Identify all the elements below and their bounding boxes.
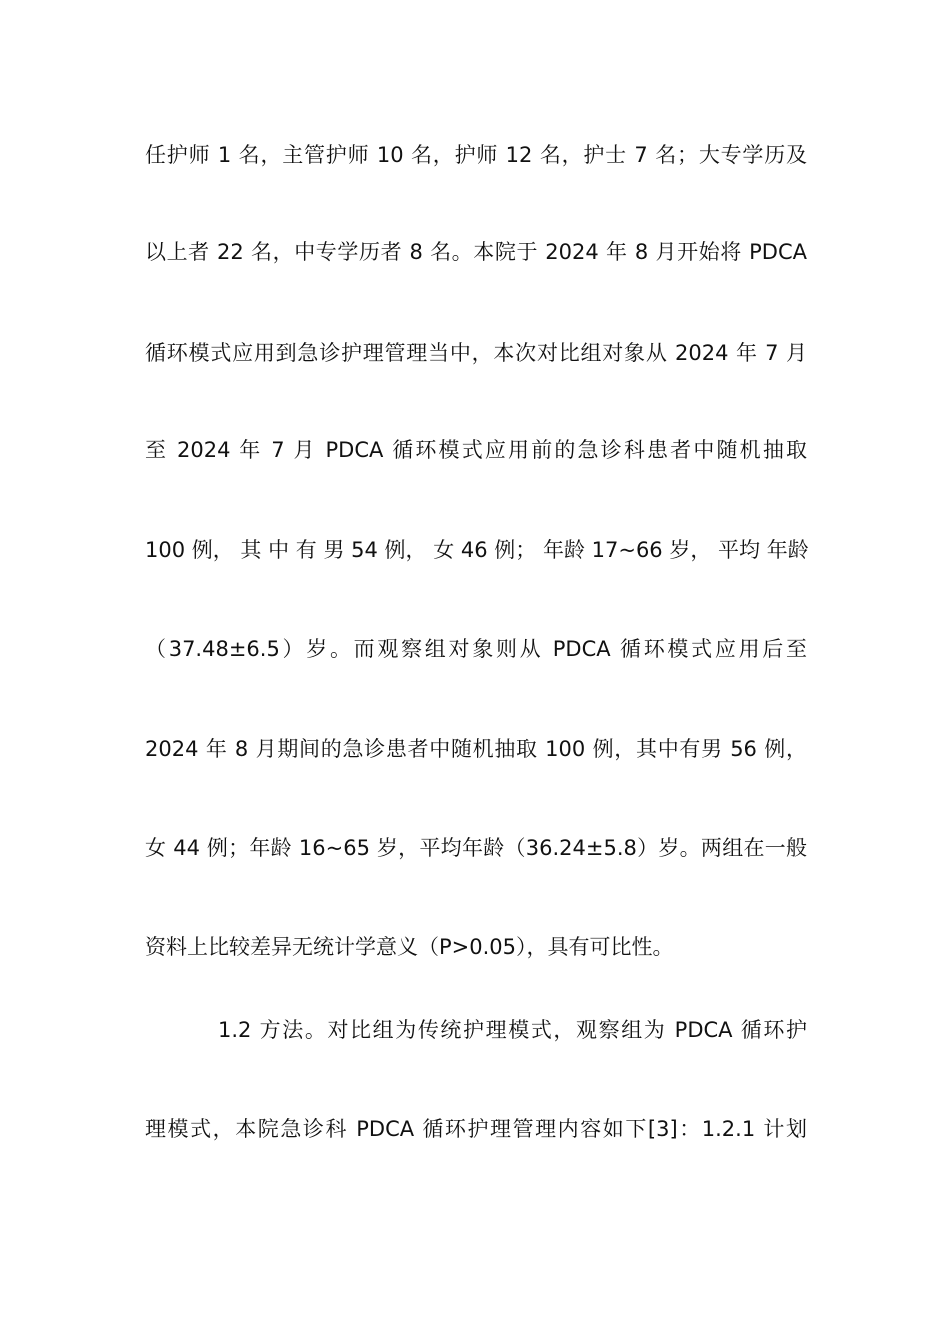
paragraph-line-3: 循环模式应用到急诊护理管理当中，本次对比组对象从 2024 年 7 月: [145, 341, 807, 365]
paragraph-line-4: 至 2024 年 7 月 PDCA 循环模式应用前的急诊科患者中随机抽取: [145, 438, 807, 462]
paragraph-line-1: 任护师 1 名，主管护师 10 名，护师 12 名，护士 7 名；大专学历及: [145, 143, 807, 167]
section-heading-line: 1.2 方法。对比组为传统护理模式，观察组为 PDCA 循环护: [218, 1018, 807, 1042]
paragraph-line-11: 理模式，本院急诊科 PDCA 循环护理管理内容如下[3]：1.2.1 计划: [145, 1117, 807, 1141]
paragraph-line-9: 资料上比较差异无统计学意义（P>0.05），具有可比性。: [145, 935, 674, 959]
paragraph-line-6: （37.48±6.5）岁。而观察组对象则从 PDCA 循环模式应用后至: [145, 637, 807, 661]
paragraph-line-2: 以上者 22 名，中专学历者 8 名。本院于 2024 年 8 月开始将 PDCA: [145, 240, 807, 264]
paragraph-line-7: 2024 年 8 月期间的急诊患者中随机抽取 100 例，其中有男 56 例，: [145, 737, 807, 761]
paragraph-line-8: 女 44 例；年龄 16~65 岁，平均年龄（36.24±5.8）岁。两组在一般: [145, 836, 807, 860]
paragraph-line-5: 100 例， 其 中 有 男 54 例， 女 46 例； 年龄 17~66 岁， 平均 年龄: [145, 538, 809, 562]
